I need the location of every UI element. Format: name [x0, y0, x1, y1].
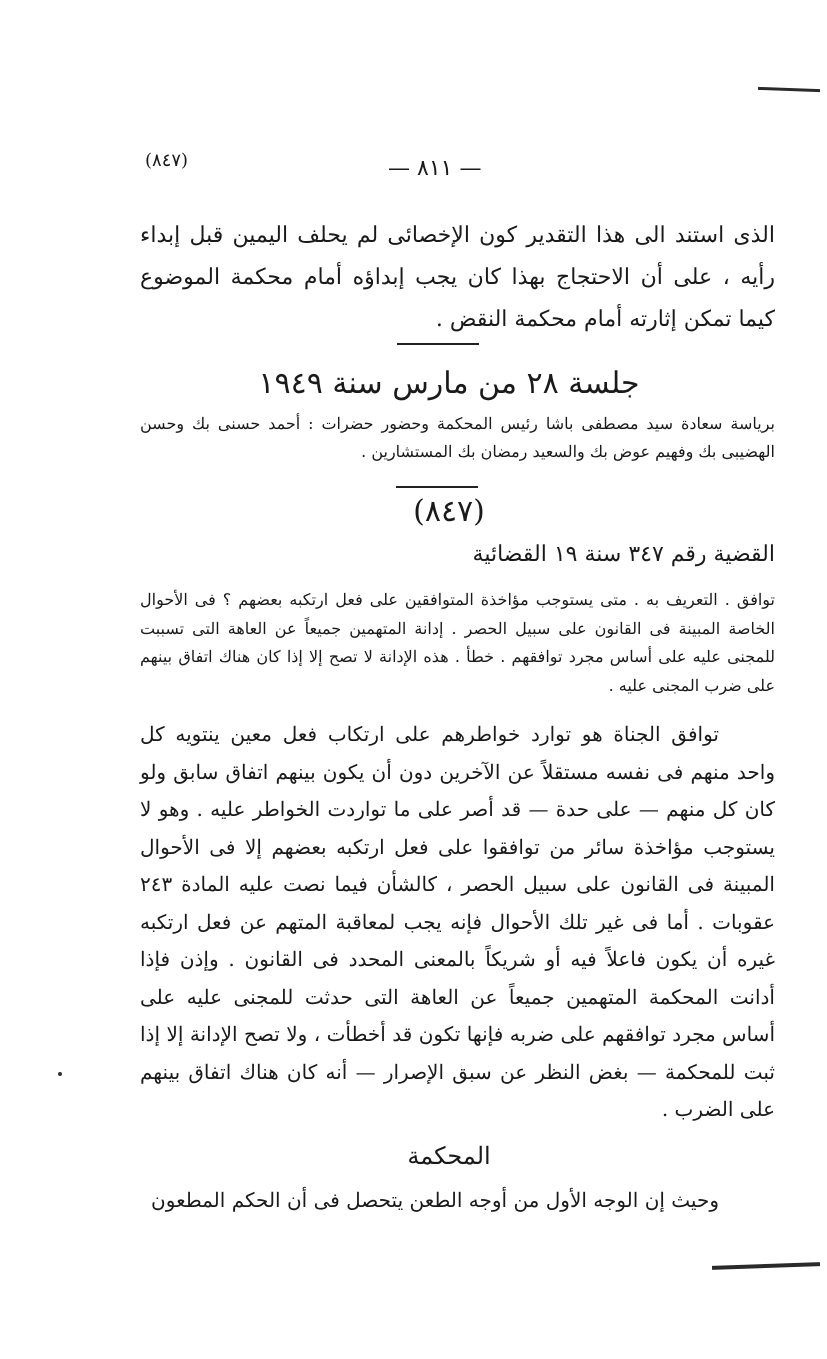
edge-rule-bottom	[712, 1262, 820, 1270]
court-opening-paragraph: وحيث إن الوجه الأول من أوجه الطعن يتحصل فى أن الحكم المطعون	[151, 1188, 719, 1212]
court-heading: المحكمة	[407, 1142, 491, 1170]
section-divider	[397, 343, 479, 345]
margin-mark	[58, 1072, 62, 1076]
ref-number: (٨٤٧)	[145, 150, 189, 171]
page-number: — ٨١١ —	[388, 156, 482, 181]
case-number: (٨٤٧)	[413, 494, 485, 529]
presidency-paragraph: برياسة سعادة سيد مصطفى باشا رئيس المحكمة وحضور حضرات : أحمد حسنى بك وحسن الهضيبى بك وفهيم عوض بك والسعيد رمضان بك المستشارين .	[140, 414, 775, 461]
session-title: جلسة ٢٨ من مارس سنة ١٩٤٩	[258, 366, 640, 401]
edge-rule-top	[758, 87, 820, 92]
case-divider	[396, 486, 478, 488]
intro-paragraph: الذى استند الى هذا التقدير كون الإخصائى لم يحلف اليمين قبل إبداء رأيه ، على أن الاحتجاج بهذا كان يجب إبداؤه أمام محكمة الموضوع كيما تمكن إثارته أمام محكمة النقض .	[140, 223, 775, 332]
case-reference: القضية رقم ٣٤٧ سنة ١٩ القضائية	[472, 542, 775, 567]
ruling-principle-paragraph: توافق الجناة هو توارد خواطرهم على ارتكاب فعل معين ينتويه كل واحد منهم فى نفسه مستقلاً عن الآخرين دون أن يكون بينهم اتفاق سابق ولو كان كل منهم — على حدة — قد أصر على ما تواردت الخواطر عليه . وهو لا يستوجب مؤاخذة سائر من توافقوا على فعل ارتكبه بعضهم إلا فى الأحوال المبينة فى القانون على سبيل الحصر ، كالشأن فيما نصت عليه المادة ٢٤٣ عقوبات . أما فى غير تلك الأحوال فإنه يجب لمعاقبة المتهم عن فعل ارتكبه غيره أن يكون فاعلاً فيه أو شريكاً بالمعنى المحدد فى القانون . وإذن فإذا أدانت المحكمة المتهمين جميعاً عن العاهة التى حدثت للمجنى عليه على أساس مجرد توافقهم على ضربه فإنها تكون قد أخطأت ، ولا تصح الإدانة إلا إذا ثبت للمحكمة — بغض النظر عن سبق الإصرار — أنه كان هناك اتفاق بينهم على الضرب .	[140, 722, 776, 1121]
case-summary: توافق . التعريف به . متى يستوجب مؤاخذة المتوافقين على فعل ارتكبه بعضهم ؟ فى الأحوال الخاصة المبينة فى القانون على سبيل الحصر . إدانة المتهمين جميعاً عن العاهة التى تسببت للمجنى عليه على أساس مجرد توافقهم . خطأ . هذه الإدانة لا تصح إلا إذا كان هناك اتفاق بينهم على ضرب المجنى عليه .	[140, 590, 776, 695]
